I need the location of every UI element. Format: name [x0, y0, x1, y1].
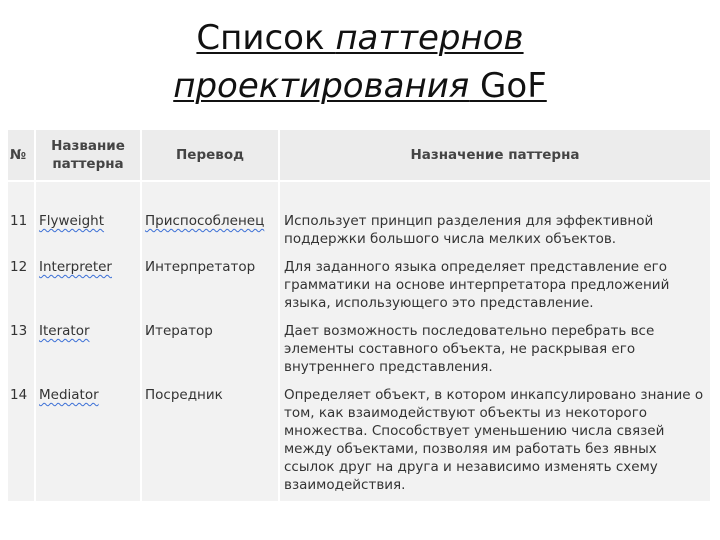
row-pattern-name: Mediator: [36, 383, 140, 501]
table-header-row: [8, 130, 710, 182]
header-purpose: Назначение паттерна: [280, 130, 710, 182]
row-purpose: Дает возможность последовательно перебрать все элементы составного объекта, не раскрывая его внутреннего представления.: [280, 319, 710, 383]
row-purpose: Для заданного языка определяет представление его грамматики на основе интерпретатора предложений языка, использующего это представление.: [280, 255, 710, 319]
table-row: [8, 319, 710, 383]
row-translation: Итератор: [142, 319, 278, 383]
header-number: №: [8, 130, 34, 182]
row-pattern-name: Interpreter: [36, 255, 140, 319]
row-number: 14: [8, 383, 34, 501]
row-translation: Интерпретатор: [142, 255, 278, 319]
title-line-2: проектирования GoF: [173, 66, 547, 106]
patterns-table: [6, 130, 712, 501]
table-row: [8, 255, 710, 319]
row-translation: Приспособленец: [142, 182, 278, 255]
header-translation: Перевод: [142, 130, 278, 182]
row-number: 13: [8, 319, 34, 383]
row-purpose: Определяет объект, в котором инкапсулировано знание о том, как взаимодействуют объекты из некоторого множества. Способствует уменьшению числа связей между объектами, позволяя им работать без явных ссылок друг на друга и независимо изменять схему взаимодействия.: [280, 383, 710, 501]
row-pattern-name: Flyweight: [36, 182, 140, 255]
row-number: 11: [8, 182, 34, 255]
row-purpose: Использует принцип разделения для эффективной поддержки большого числа мелких объектов.: [280, 182, 710, 255]
header-pattern-name: Название паттерна: [36, 130, 140, 182]
patterns-table-container: [6, 130, 712, 501]
row-translation: Посредник: [142, 383, 278, 501]
row-pattern-name: Iterator: [36, 319, 140, 383]
table-row: [8, 383, 710, 501]
row-number: 12: [8, 255, 34, 319]
slide-title: [0, 14, 720, 110]
table-row: [8, 182, 710, 255]
title-line-1: Список паттернов: [196, 18, 524, 58]
